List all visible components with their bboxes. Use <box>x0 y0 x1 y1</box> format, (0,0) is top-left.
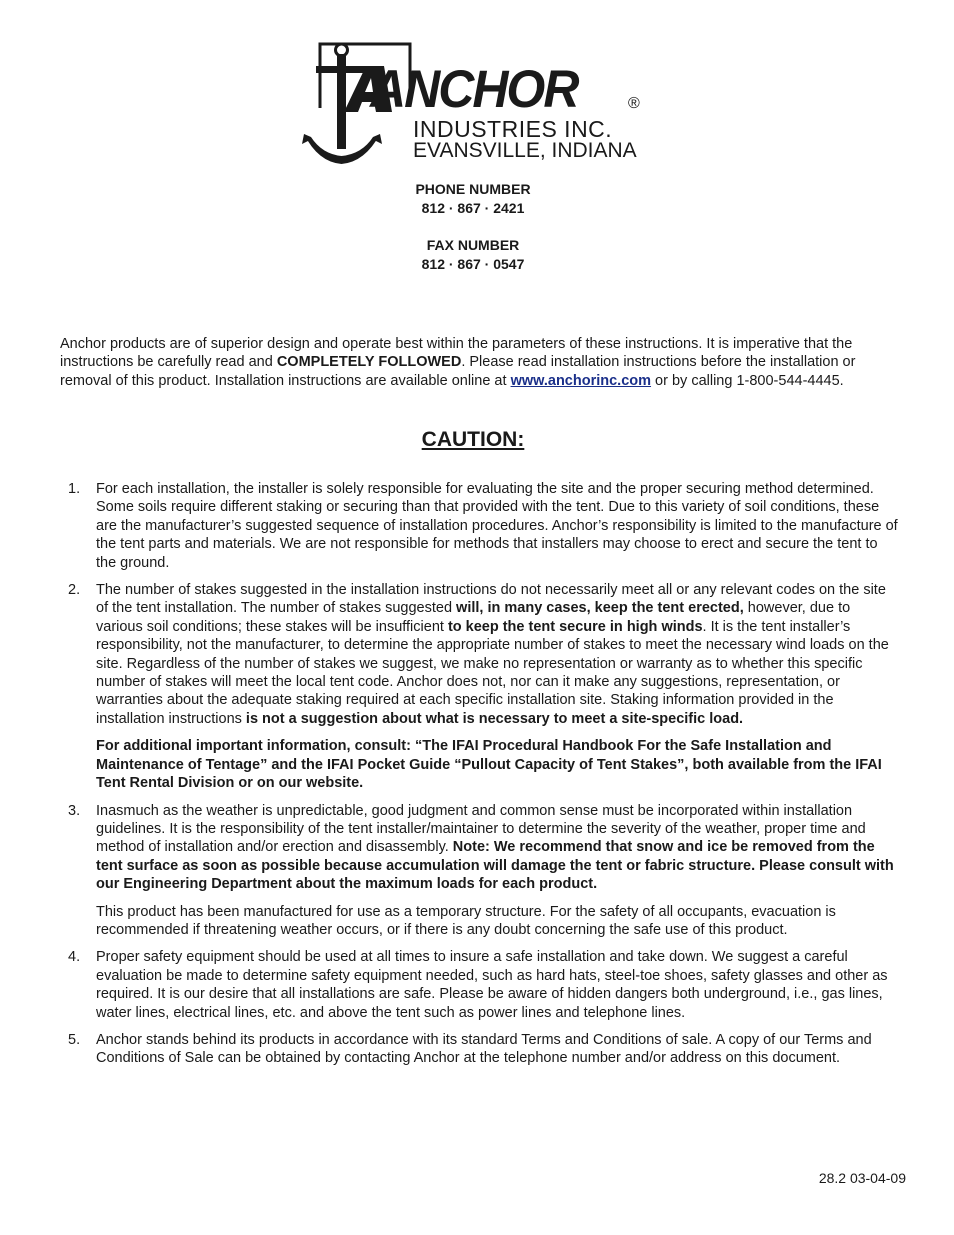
item-text: The number of stakes suggested in the installation instructions do not necessarily meet all or any relevant codes on the site of the tent installation. The number of stakes suggested <box>96 582 886 617</box>
phone-block <box>0 180 946 218</box>
registered-mark: ® <box>628 95 640 112</box>
intro-text: Anchor products are of superior design and operate best within the parameters of these instructions. It is imperative that the instructions be carefully read and <box>60 336 853 371</box>
intro-text: or by calling 1-800-544-4445. <box>651 372 844 389</box>
item-text: Inasmuch as the weather is unpredictable, good judgment and common sense must be incorporated within installation guidelines. It is the responsibility of the tent installer/maintainer to determine the severity of the weather, proper time and method of installation and/or erection and disassembly. <box>96 802 866 856</box>
item-number: 4. <box>68 949 81 966</box>
item-emphasis: Note: We recommend that snow and ice be removed from the tent surface as soon as possible because accumulation will damage the tent or fabric structure. Please consult with our Engineering Department about the maximum loads for each product. <box>96 839 894 893</box>
fax-label: FAX NUMBER <box>426 237 520 253</box>
item-number: 3. <box>68 802 81 819</box>
item-text: Proper safety equipment should be used at all times to insure a safe installation and take down. We suggest a careful evaluation be made to determine safety equipment needed, such as hard hats, steel-toe shoes, safety glasses and other as required. It is our desire that all installations are safe. Please be aware of hidden dangers both underground, i.e., gas lines, water lines, electrical lines, etc. and above the tent such as power lines and telephone lines. <box>96 949 888 1021</box>
website-link[interactable]: www.anchorinc.com <box>510 372 652 389</box>
intro-paragraph <box>60 335 900 390</box>
company-name-line: INDUSTRIES INC. <box>413 116 613 142</box>
item-note: This product has been manufactured for use as a temporary structure. For the safety of all occupants, evacuation is recommended if threatening weather occurs, or if there is any doubt concerning the safe use of this product. <box>96 903 836 938</box>
item-emphasis: is not a suggestion about what is necessary to meet a site-specific load. <box>245 710 744 727</box>
list-item <box>60 581 900 792</box>
phone-label: PHONE NUMBER <box>415 181 531 197</box>
logo-wordmark: ANCHOR <box>370 59 578 119</box>
item-number: 1. <box>68 481 81 497</box>
list-item <box>60 948 900 1022</box>
item-emphasis: to keep the tent secure in high winds <box>447 618 703 635</box>
document-revision: 28.2 03-04-09 <box>818 1170 906 1186</box>
caution-heading: CAUTION: <box>421 428 525 451</box>
item-emphasis: will, in many cases, keep the tent erected, <box>456 600 744 617</box>
fax-number: 812 · 867 · 0547 <box>421 256 525 272</box>
company-logo <box>300 40 660 170</box>
intro-text: . Please read installation instructions before the installation or removal of this product. Installation instructions are available online at <box>60 354 856 389</box>
caution-list <box>60 480 900 1077</box>
intro-emphasis: COMPLETELY FOLLOWED <box>276 354 462 371</box>
item-note: For additional important information, consult: “The IFAI Procedural Handbook For the Safe Installation and Maintenance of Tentage” and the IFAI Pocket Guide “Pullout Capacity of Tent Stakes”, both available from the IFAI Tent Rental Division or on our website. <box>96 738 882 792</box>
company-location-line: EVANSVILLE, INDIANA <box>413 139 637 162</box>
item-text: . It is the tent installer’s responsibility, not the manufacturer, to determine the appropriate number of stakes to meet the necessary wind loads on the site. Regardless of the number of stakes we suggest, we make no representation or warranty as to whether this specific number of stakes will meet the local tent code. Anchor does not, nor can it make any suggestions, representation, or warranties about the adequate staking required at each specific installation site. Staking information provided in the installation instructions <box>96 618 889 727</box>
item-number: 5. <box>68 1031 81 1048</box>
item-text: For each installation, the installer is solely responsible for evaluating the site and the proper securing method determined. Some soils require different staking or securing than that provided with the tent. Due to this variety of soil conditions, these are the manufacturer’s suggested sequence of installation procedures. Anchor’s responsibility is limited to the manufacture of the tent parts and materials. We are not responsible for methods that installers may choose to erect and secure the tent to the ground. <box>96 481 898 571</box>
phone-number: 812 · 867 · 2421 <box>421 200 525 216</box>
item-number: 2. <box>68 582 81 599</box>
list-item <box>60 802 900 940</box>
list-item <box>60 1031 900 1068</box>
item-text: Anchor stands behind its products in accordance with its standard Terms and Conditions of sale. A copy of our Terms and Conditions of Sale can be obtained by contacting Anchor at the telephone number and/or address on this document. <box>96 1031 872 1067</box>
item-text: however, due to various soil conditions; these stakes will be insufficient <box>96 600 851 635</box>
fax-block <box>0 236 946 274</box>
list-item <box>60 480 900 572</box>
